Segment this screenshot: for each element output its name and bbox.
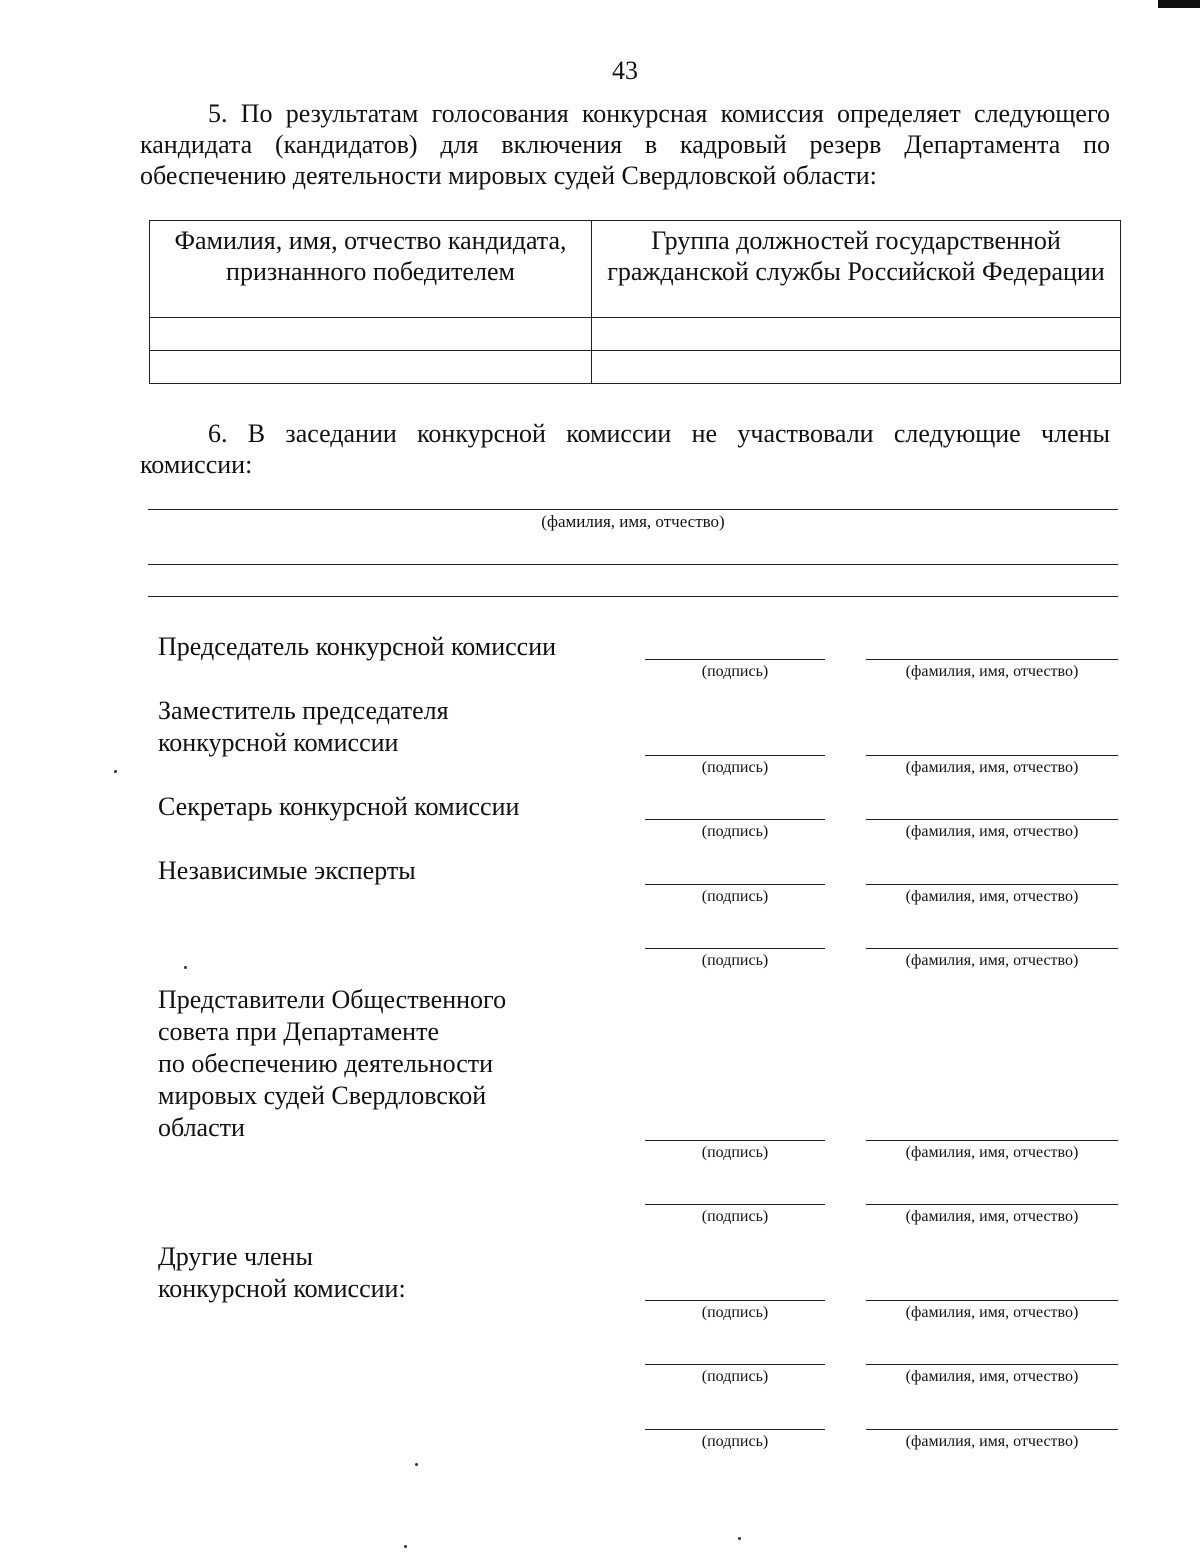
signature-caption: (подпись) bbox=[701, 888, 769, 905]
name-caption: (фамилия, имя, отчество) bbox=[905, 1368, 1079, 1385]
scan-speck bbox=[184, 966, 187, 969]
name-caption: (фамилия, имя, отчество) bbox=[905, 759, 1079, 776]
table-cell-group bbox=[592, 318, 1121, 351]
signature-line bbox=[645, 1204, 825, 1205]
public-council-label bbox=[158, 984, 506, 1144]
name-line bbox=[866, 1140, 1118, 1141]
name-caption: (фамилия, имя, отчество) bbox=[905, 1208, 1079, 1225]
name-line bbox=[866, 659, 1118, 660]
name-line bbox=[866, 1300, 1118, 1301]
scan-speck bbox=[738, 1537, 741, 1540]
signature-line bbox=[645, 948, 825, 949]
signature-caption: (подпись) bbox=[701, 1144, 769, 1161]
table-header-group: Группа должностей государственной гражданской службы Российской Федерации bbox=[592, 221, 1121, 318]
scan-speck bbox=[404, 1545, 407, 1548]
signature-caption: (подпись) bbox=[701, 759, 769, 776]
section-5-text: 5. По результатам голосования конкурсная комиссия определяет следующего кандидата (кандидатов) для включения в кадровый резерв Департамента по обеспечению деятельности мировых судей Свердловской области: bbox=[140, 99, 1110, 190]
scan-corner-mark bbox=[1158, 0, 1200, 8]
public-council-label-line: по обеспечению деятельности bbox=[158, 1049, 494, 1078]
other-members-label bbox=[158, 1241, 406, 1305]
other-members-label-line: Другие члены bbox=[158, 1242, 313, 1271]
secretary-label: Секретарь конкурсной комиссии bbox=[158, 792, 520, 821]
section-6-text: 6. В заседании конкурсной комиссии не участвовали следующие члены комиссии: bbox=[140, 419, 1110, 479]
name-caption: (фамилия, имя, отчество) bbox=[905, 1433, 1079, 1450]
signature-caption: (подпись) bbox=[701, 823, 769, 840]
signature-caption: (подпись) bbox=[701, 952, 769, 969]
public-council-label-line: мировых судей Свердловской bbox=[158, 1081, 487, 1110]
signature-line bbox=[645, 884, 825, 885]
signature-caption: (подпись) bbox=[701, 1304, 769, 1321]
name-caption: (фамилия, имя, отчество) bbox=[905, 1304, 1079, 1321]
table-cell-name bbox=[150, 351, 592, 384]
table-header-row bbox=[150, 221, 1121, 318]
table-cell-name bbox=[150, 318, 592, 351]
deputy-label-line: Заместитель председателя bbox=[158, 696, 449, 725]
deputy-label bbox=[158, 695, 449, 759]
public-council-label-line: Представители Общественного bbox=[158, 985, 507, 1014]
signature-caption: (подпись) bbox=[701, 1433, 769, 1450]
signature-line bbox=[645, 755, 825, 756]
absent-members-caption: (фамилия, имя, отчество) bbox=[541, 512, 725, 531]
page-number: 43 bbox=[612, 56, 638, 85]
signature-line bbox=[645, 659, 825, 660]
section-5-paragraph bbox=[140, 98, 1110, 191]
name-line bbox=[866, 1204, 1118, 1205]
candidate-table bbox=[149, 220, 1121, 384]
name-line bbox=[866, 755, 1118, 756]
table-header-name: Фамилия, имя, отчество кандидата, признанного победителем bbox=[150, 221, 592, 318]
other-members-label-line: конкурсной комиссии: bbox=[158, 1274, 406, 1303]
signature-line bbox=[645, 819, 825, 820]
name-line bbox=[866, 819, 1118, 820]
scan-speck bbox=[114, 770, 117, 773]
name-caption: (фамилия, имя, отчество) bbox=[905, 823, 1079, 840]
signature-line bbox=[645, 1429, 825, 1430]
public-council-label-line: области bbox=[158, 1113, 245, 1142]
chairman-label: Председатель конкурсной комиссии bbox=[158, 632, 557, 661]
table-row bbox=[150, 351, 1121, 384]
public-council-label-line: совета при Департаменте bbox=[158, 1017, 439, 1046]
signature-line bbox=[645, 1300, 825, 1301]
scan-speck bbox=[415, 1463, 418, 1466]
experts-label: Независимые эксперты bbox=[158, 856, 416, 885]
signature-caption: (подпись) bbox=[701, 1208, 769, 1225]
table-row bbox=[150, 318, 1121, 351]
signature-caption: (подпись) bbox=[701, 1368, 769, 1385]
name-line bbox=[866, 1364, 1118, 1365]
name-caption: (фамилия, имя, отчество) bbox=[905, 952, 1079, 969]
name-line bbox=[866, 1429, 1118, 1430]
absent-members-line bbox=[148, 564, 1118, 565]
signature-line bbox=[645, 1364, 825, 1365]
name-line bbox=[866, 884, 1118, 885]
name-caption: (фамилия, имя, отчество) bbox=[905, 1144, 1079, 1161]
deputy-label-line: конкурсной комиссии bbox=[158, 728, 399, 757]
absent-members-line bbox=[148, 509, 1118, 510]
section-6-paragraph bbox=[140, 418, 1110, 480]
name-line bbox=[866, 948, 1118, 949]
signature-line bbox=[645, 1140, 825, 1141]
absent-members-line bbox=[148, 596, 1118, 597]
name-caption: (фамилия, имя, отчество) bbox=[905, 663, 1079, 680]
name-caption: (фамилия, имя, отчество) bbox=[905, 888, 1079, 905]
table-cell-group bbox=[592, 351, 1121, 384]
signature-caption: (подпись) bbox=[701, 663, 769, 680]
